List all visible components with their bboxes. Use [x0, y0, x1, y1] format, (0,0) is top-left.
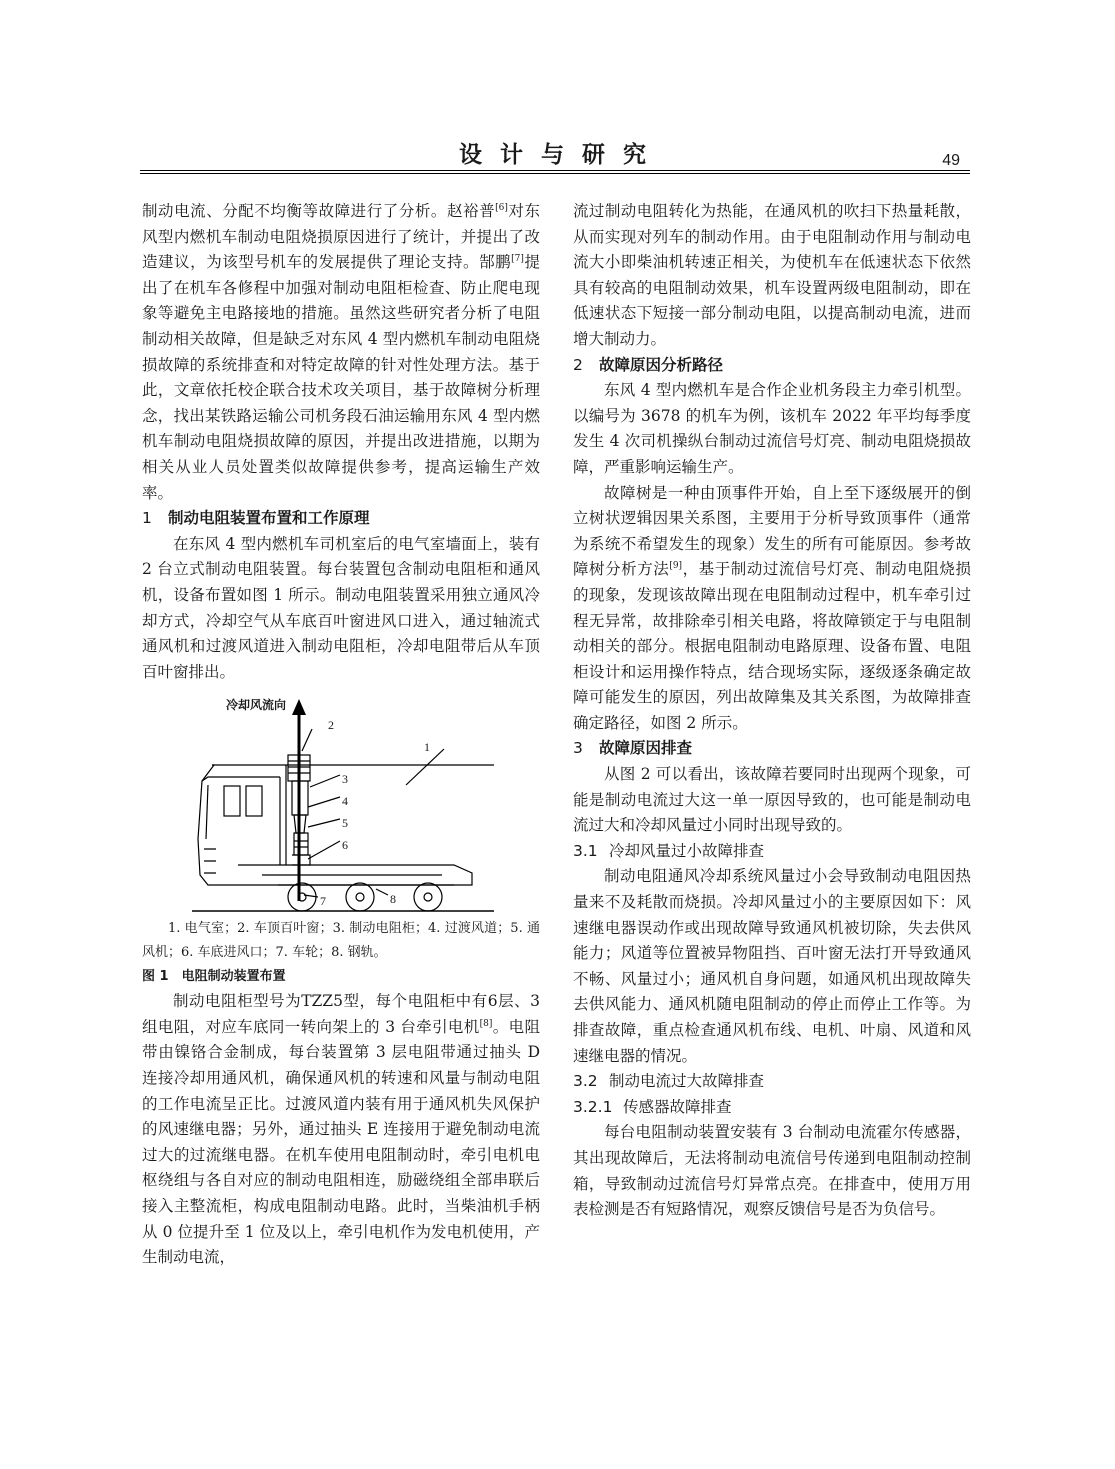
part-label: 6 [342, 838, 348, 853]
paragraph: 每台电阻制动装置安装有 3 台制动电流霍尔传感器，其出现故障后，无法将制动电流信号传递到电阻制动控制箱，导致制动过流信号灯异常点亮。在排查中，使用万用表检测是否有短路情况，观察反馈信号是否为负信号。 [573, 1123, 971, 1219]
section-heading: 3 故障原因排查 [573, 739, 693, 758]
wheel [414, 883, 442, 911]
part-label: 2 [328, 718, 334, 733]
subsection-heading: 3.1 冷却风量过小故障排查 [573, 841, 765, 860]
paragraph: 制动电阻通风冷却系统风量过小会导致制动电阻因热量来不及耗散而烧损。冷却风量过小的主要原因如下：风速继电器误动作或出现故障导致通风机被切除，失去供风能力；风道等位置被异物阻挡、百叶窗无法打开导致通风不畅、风量过小；通风机自身问题，如通风机出现故障失去供风能力、通风机随电阻制动的停止而停止工作等。为排查故障，重点检查通风机布线、电机、叶扇、风道和风速继电器的情况。 [573, 867, 971, 1065]
part-label: 7 [320, 894, 326, 909]
subsection-heading: 3.2 制动电流过大故障排查 [573, 1072, 765, 1091]
paragraph: 在东风 4 型内燃机车司机室后的电气室墙面上，装有 2 台立式制动电阻装置。每台装置包含制动电阻柜和通风机，设备布置如图 1 所示。制动电阻装置采用独立通风冷却方式，冷却空气从车底百叶窗进风口进入，通过轴流式通风机和过渡风道进入制动电阻柜，冷却电阻带后从车顶百叶窗排出。 [142, 534, 540, 681]
cab-outline [198, 765, 238, 885]
citation: [8] [479, 1018, 493, 1029]
part-label: 8 [390, 892, 396, 907]
subsubsection-heading: 3.2.1 传感器故障排查 [573, 1097, 732, 1116]
locomotive-diagram [142, 689, 540, 917]
paragraph: 制动电流、分配不均衡等故障进行了分析。赵裕普[6]对东风型内燃机车制动电阻烧损原因进行了统计，并提出了改造建议，为该型号机车的发展提供了理论支持。郜鹏[7]提出了在机车各修程中加强对制动电阻柜检查、防止爬电现象等避免主电路接地的措施。虽然这些研究者分析了电阻制动相关故障，但是缺乏对东风 4 型内燃机车制动电阻烧损故障的系统排查和对特定故障的针对性处理方法。基于此，文章依托校企联合技术攻关项目，基于故障树分析理念，找出某铁路运输公司机务段石油运输用东风 4 型内燃机车制动电阻烧损故障的原因，并提出改进措施，以期为相关从业人员处置类似故障提供参考，提高运输生产效率。 [142, 202, 540, 502]
figure-1 [142, 689, 540, 917]
citation: [6] [495, 203, 508, 213]
paragraph: 东风 4 型内燃机车是合作企业机务段主力牵引机型。以编号为 3678 的机车为例，该机车 2022 年平均每季度发生 4 次司机操纵台制动过流信号灯亮、制动电阻烧损故障，严重影响运输生产。 [573, 381, 971, 476]
citation: [9] [669, 561, 683, 572]
section-heading: 1 制动电阻装置布置和工作原理 [142, 509, 370, 528]
left-column [142, 199, 540, 1271]
page-header [140, 136, 970, 172]
part-label: 5 [342, 816, 348, 831]
section-heading: 2 故障原因分析路径 [573, 355, 724, 374]
part-label: 1 [424, 740, 430, 755]
page-number: 49 [942, 152, 960, 169]
citation: [7] [511, 254, 524, 265]
header-rule [140, 170, 970, 174]
paragraph: 制动电阻柜型号为TZZ5型，每个电阻柜中有6层、3 组电阻，对应车底同一转向架上的 3 台牵引电机[8]。电阻带由镍铬合金制成，每台装置第 3 层电阻带通过抽头 D 连接冷却用通风机，确保通风机的转速和风量与制动电阻的工作电流呈正比。过渡风道内装有用于通风机失风保护的风速继电器；另外，通过抽头 E 连接用于避免制动电流过大的过流继电器。在机车使用电阻制动时，牵引电机电枢绕组与各自对应的制动电阻相连，励磁绕组全部串联后接入主整流柜，构成电阻制动电路。此时，当柴油机手柄从 0 位提升至 1 位及以上，牵引电机作为发电机使用，产生制动电流， [142, 992, 540, 1267]
right-column [573, 199, 971, 1223]
wheel [288, 883, 316, 911]
wheel [346, 883, 374, 911]
figure-caption: 图 1 电阻制动装置布置 [142, 969, 286, 985]
airflow-arrowhead [292, 699, 306, 715]
airflow-label: 冷却风流向 [226, 698, 287, 713]
paragraph: 流过制动电阻转化为热能，在通风机的吹扫下热量耗散，从而实现对列车的制动作用。由于电阻制动作用与制动电流大小即柴油机转速正相关，为使机车在低速状态下依然具有较高的电阻制动效果，机车设置两级电阻制动，即在低速状态下短接一部分制动电阻，以提高制动电流，进而增大制动力。 [573, 202, 971, 348]
figure-legend: 1. 电气室；2. 车顶百叶窗；3. 制动电阻柜；4. 过渡风道；5. 通风机；6. 车底进风口；7. 车轮；8. 钢轨。 [142, 921, 540, 961]
paragraph: 故障树是一种由顶事件开始，自上至下逐级展开的倒立树状逻辑因果关系图，主要用于分析导致顶事件（通常为系统不希望发生的现象）发生的所有可能原因。参考故障树分析方法[9]，基于制动过流信号灯亮、制动电阻烧损的现象，发现该故障出现在电阻制动过程中，机车牵引过程无异常，故排除牵引相关电路，将故障锁定于与电阻制动相关的部分。根据电阻制动电路原理、设备布置、电阻柜设计和运用操作特点，结合现场实际，逐级逐条确定故障可能发生的原因，列出故障集及其关系图，为故障排查确定路径，如图 2 所示。 [573, 483, 971, 732]
part-label: 4 [342, 794, 348, 809]
part-label: 3 [342, 772, 348, 787]
journal-section-title: 设 计 与 研 究 [458, 142, 652, 168]
paragraph: 从图 2 可以看出，该故障若要同时出现两个现象，可能是制动电流过大这一单一原因导致的，也可能是制动电流过大和冷却风量过小同时出现导致的。 [573, 765, 971, 835]
